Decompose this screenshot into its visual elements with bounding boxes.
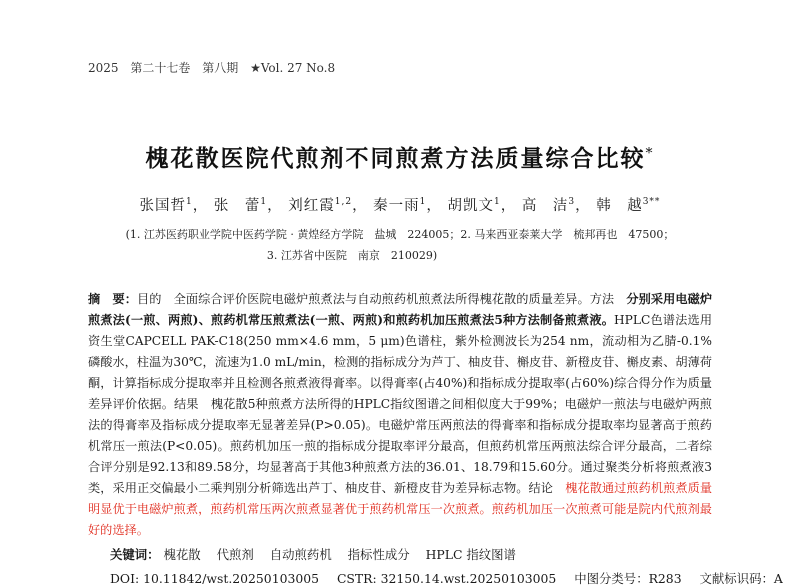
- journal-volume-en: ★Vol. 27 No.8: [250, 61, 336, 75]
- abstract: [88, 289, 712, 541]
- paper-title: [0, 140, 800, 173]
- affiliation-line: (1. 江苏医药职业学院中医药学院 · 黄煌经方学院 盐城 224005；2. 马来西亚泰莱大学 梳邦再也 47500；: [125, 228, 675, 241]
- author-affil-mark: 1,2: [334, 197, 353, 208]
- keyword: 槐花散: [163, 547, 201, 562]
- abstract-methods-text: 分别采用电磁炉煎煮法(一煎、两煎)、煎药机常压煎煮法(一煎、两煎)和煎药机加压煎煮法5种方法制备煎煮液。: [88, 292, 713, 327]
- journal-issue-cn: 第八期: [202, 61, 239, 75]
- author-affil-mark: 1: [494, 197, 501, 208]
- author-name: 胡凯文: [447, 198, 495, 214]
- author-name: 刘红霞: [288, 198, 335, 214]
- abstract-text: HPLC色谱法选用资生堂CAPCELL PAK-C18(250 mm×4.6 mm，5 μm)色谱柱，紫外检测波长为254 nm，流动相为乙腈-0.1%磷酸水，柱温为30℃，流速为1.0 mL/min，检测的指标成分为芦丁、柚皮苷、槲皮苷、新橙皮苷、槲皮素、胡薄荷酮，计算指标成分提取率并且检测各煎煮液得膏率。以得膏率(占40%)和指标成分提取率(占60%)综合得分作为质量差异评价依据。结果 槐花散5种煎煮方法所得的HPLC指纹图谱之间相似度大于99%；电磁炉一煎法与电磁炉两煎法的得膏率及指标成分提取率无显著差异(P>0.05)。电磁炉常压两煎法的得膏率和指标成分提取率均显著高于煎药机常压一煎法(P<0.05)。煎药机加压一煎的指标成分提取率评分最高，但煎药机常压两煎法综合评分最高，二者综合评分别是92.13和89.58分，均显著高于其他3种煎煮方法的36.01、18.79和15.60分。通过聚类分析将煎煮液3类，采用正交偏最小二乘判别分析筛选出芦丁、柚皮苷、新橙皮苷为差异标志物。结论: [88, 313, 713, 495]
- journal-header: [88, 59, 343, 76]
- author-name: 高 洁: [521, 198, 569, 214]
- journal-year: 2025: [88, 61, 119, 75]
- paper-title-text: 槐花散医院代煎剂不同煎煮方法质量综合比较: [145, 145, 646, 172]
- keyword: HPLC 指纹图谱: [425, 547, 516, 562]
- author-affil-mark: 3: [568, 197, 576, 208]
- abstract-label: 摘 要：: [88, 292, 137, 306]
- author-name: 秦一雨: [373, 198, 420, 214]
- author-name: 韩 越: [596, 198, 643, 214]
- cstr: CSTR: 32150.14.wst.20250103005: [336, 571, 557, 586]
- author-name: 张国哲: [139, 198, 187, 214]
- author-list: 张国哲$^1$， 张 蕾$^1$， 刘红霞$^{1,2}$， 秦一雨$^1$， 胡凯文$^1$， 高 洁$^3$， 韩 越$^{3**}$: [139, 197, 661, 214]
- keyword: 自动煎药机: [269, 547, 332, 562]
- journal-volume-cn: 第二十七卷: [130, 61, 191, 75]
- author-affil-mark: 3**: [642, 197, 661, 208]
- article-meta: [110, 569, 797, 587]
- title-footnote-mark: *: [645, 145, 655, 162]
- author-name: 张 蕾: [213, 198, 261, 214]
- abstract-text: 目的 全面综合评价医院电磁炉煎煮法与自动煎药机煎煮法所得槐花散的质量差异。方法: [136, 292, 627, 306]
- keywords: [110, 545, 528, 563]
- author-affil-mark: 1: [186, 197, 193, 208]
- keywords-label: 关键词：: [110, 547, 160, 562]
- keyword: 指标性成分: [347, 547, 410, 562]
- clc-number: 中图分类号：R283: [574, 571, 682, 586]
- author-affil-mark: 1: [260, 197, 268, 208]
- doi: DOI: 10.11842/wst.20250103005: [110, 571, 319, 586]
- author-affil-mark: 1: [419, 197, 427, 208]
- abstract-conclusion-text: 槐花散通过煎药机煎煮质量明显优于电磁炉煎煮，煎药机常压两次煎煮显著优于煎药机常压一次煎煮。煎药机加压一次煎煮可能是院内代煎剂最好的选择。: [88, 481, 713, 537]
- affiliation-line: 3. 江苏省中医院 南京 210029): [266, 249, 438, 262]
- document-code: 文献标识码：A: [699, 571, 783, 586]
- keyword: 代煎剂: [216, 547, 254, 562]
